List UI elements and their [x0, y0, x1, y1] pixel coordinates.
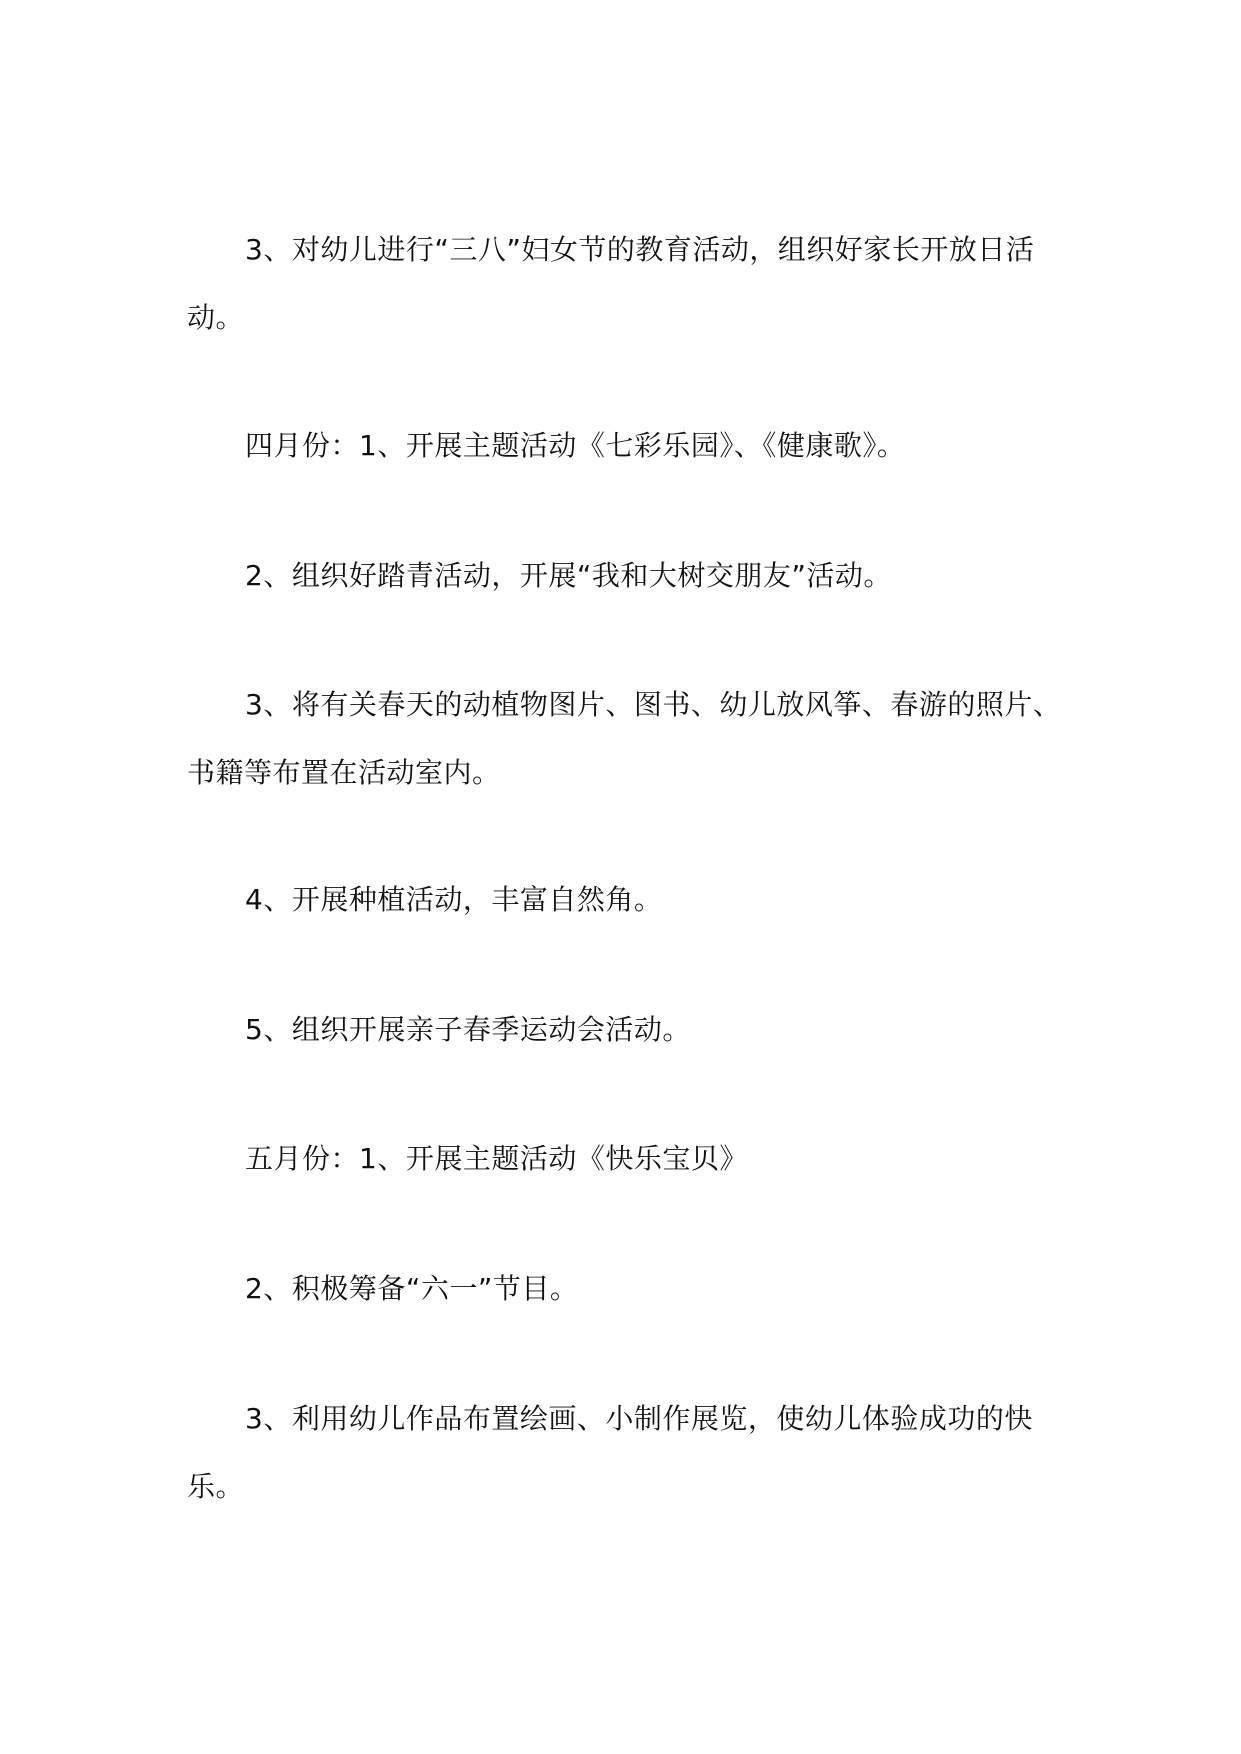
paragraph-april-item-5: 5、组织开展亲子春季运动会活动。	[245, 1013, 691, 1046]
paragraph-april-item-2: 2、组织好踏青活动，开展“我和大树交朋友”活动。	[245, 559, 892, 592]
paragraph-april-item-3: 3、将有关春天的动植物图片、图书、幼儿放风筝、春游的照片、书籍等布置在活动室内。	[187, 688, 1062, 789]
paragraph-may-item-1: 五月份：1、开展主题活动《快乐宝贝》	[245, 1142, 748, 1175]
paragraph-may-item-2: 2、积极筹备“六一”节目。	[245, 1272, 579, 1305]
paragraph-april-item-4: 4、开展种植活动，丰富自然角。	[245, 883, 663, 916]
paragraph-may-item-3: 3、利用幼儿作品布置绘画、小制作展览，使幼儿体验成功的快乐。	[187, 1402, 1033, 1503]
paragraph-april-item-1: 四月份：1、开展主题活动《七彩乐园》、《健康歌》。	[245, 429, 906, 462]
paragraph-march-item-3: 3、对幼儿进行“三八”妇女节的教育活动，组织好家长开放日活动。	[187, 233, 1035, 334]
